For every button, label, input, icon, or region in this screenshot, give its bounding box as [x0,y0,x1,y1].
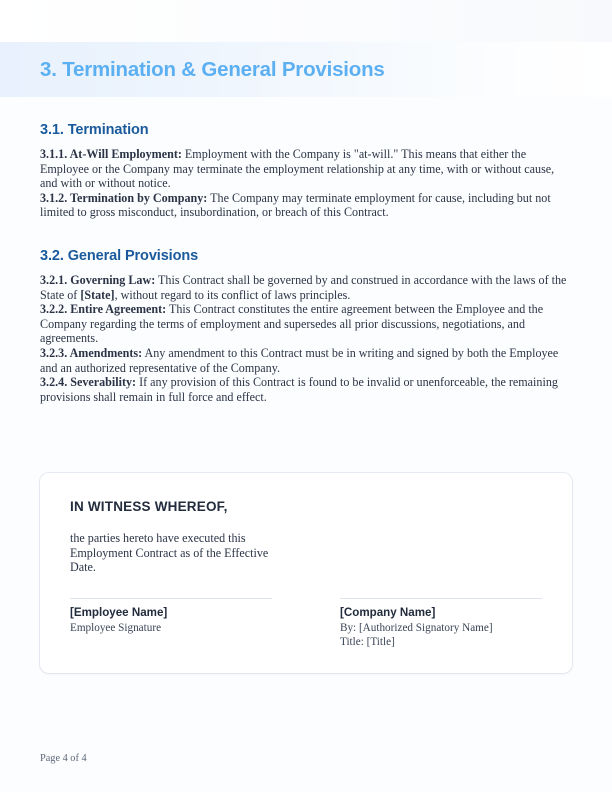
signature-card [40,473,572,673]
clause-3-2-4 [40,375,572,404]
clause-3-2-1 [40,273,572,302]
clause-lead: 3.2.1. Governing Law: [40,272,156,287]
section-header-banner [0,42,612,97]
signature-heading: IN WITNESS WHEREOF, [70,499,228,514]
subsection-title-termination: 3.1. Termination [40,122,149,138]
clause-body-tail: , without regard to its conflict of laws principles. [114,287,351,302]
clause-3-1-2 [40,191,572,220]
employee-name-placeholder: [Employee Name] [70,605,168,619]
signature-line-company [340,598,542,599]
section-title: 3. Termination & General Provisions [40,57,385,81]
clause-lead: 3.1.1. At-Will Employment: [40,147,182,161]
clause-3-1-1 [40,147,572,191]
subsection-general-provisions [40,248,572,404]
clause-placeholder-state: [State] [80,287,115,302]
subsection-termination [40,122,572,220]
document-content [0,97,612,404]
page-top-strip [0,0,612,42]
clause-body: This Contract shall be governed by and construed in accordance with the laws of the State of [40,272,567,302]
employee-signature-label: Employee Signature [70,621,162,634]
company-signatory-label: By: [Authorized Signatory Name] [340,621,493,634]
page-footer [40,753,572,764]
signature-column-employee [70,598,272,649]
company-name-placeholder: [Company Name] [340,605,436,619]
clause-body: Employment with the Company is "at-will." This means that either the Employee or the Company may terminate the employment relationship at any time, with or without cause, and with or without notice. [40,147,555,191]
clause-body: This Contract constitutes the entire agreement between the Employee and the Company regarding the terms of employment and supersedes all prior discussions, negotiations, and agreements. [40,302,544,346]
clause-lead: 3.2.4. Severability: [40,375,137,390]
signature-column-company [340,598,542,649]
clause-body: If any provision of this Contract is found to be invalid or unenforceable, the remaining provisions shall remain in full force and effect. [40,375,558,404]
page-number-label: Page 4 of 4 [40,753,87,764]
clause-body: Any amendment to this Contract must be in writing and signed by both the Employee and an authorized representative of the Company. [40,345,559,375]
subsection-title-general-provisions: 3.2. General Provisions [40,247,199,264]
signature-line-employee [70,598,272,599]
clause-body: The Company may terminate employment for cause, including but not limited to gross misconduct, insubordination, or breach of this Contract. [40,190,551,220]
signature-intro-text: the parties hereto have executed this Employment Contract as of the Effective Date. [70,531,269,575]
signature-columns [70,598,542,649]
clause-lead: 3.1.2. Termination by Company: [40,190,208,205]
company-title-label: Title: [Title] [340,635,395,648]
clause-lead: 3.2.3. Amendments: [40,345,143,360]
clause-3-2-2 [40,302,572,346]
clause-lead: 3.2.2. Entire Agreement: [40,302,167,317]
clause-3-2-3 [40,346,572,375]
